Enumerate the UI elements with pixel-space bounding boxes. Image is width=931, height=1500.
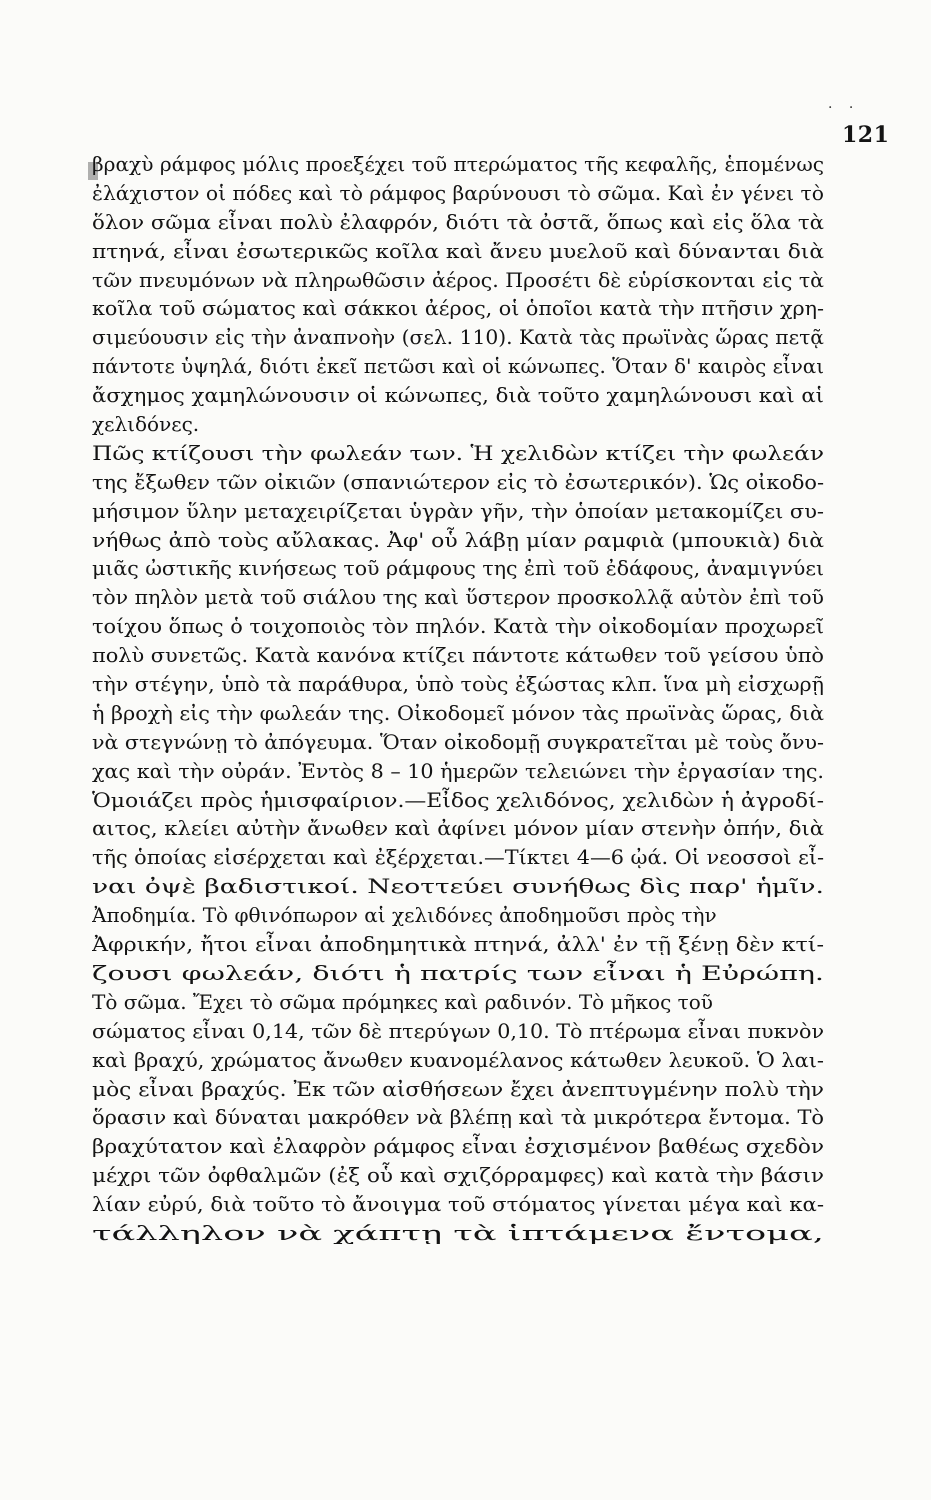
text-line-content: λίαν εὐρύ, διὰ τοῦτο τὸ ἄνοιγμα τοῦ στόματος γίνεται μέγα καὶ κα- [92, 1192, 824, 1217]
page-marks: · · [828, 100, 860, 116]
text-line [92, 1161, 824, 1190]
text-line [92, 266, 824, 295]
text-line-content: τῶν πνευμόνων νὰ πληρωθῶσιν ἀέρος. Προσέτι δὲ εὑρίσκονται εἰς τὰ [92, 267, 824, 292]
text-line-content: τῆς ὁποίας εἰσέρχεται καὶ ἐξέρχεται.—Τίκτει 4—6 ᾠά. Οἱ νεοσσοὶ εἶ- [92, 845, 824, 870]
text-line [92, 237, 824, 266]
text-line [92, 583, 824, 612]
text-line-content: τὴν στέγην, ὑπὸ τὰ παράθυρα, ὑπὸ τοὺς ἐξώστας κλπ. ἵνα μὴ εἰσχωρῇ [92, 672, 824, 697]
text-line-content: μήσιμον ὕλην μεταχειρίζεται ὑγρὰν γῆν, τὴν ὁποίαν μετακομίζει συ- [92, 498, 824, 523]
text-line [92, 814, 824, 843]
text-line-content: Ἀποδημία. Τὸ φθινόπωρον αἱ χελιδόνες ἀποδημοῦσι πρὸς τὴν [92, 903, 717, 928]
text-line [92, 1103, 824, 1132]
text-line [92, 410, 824, 439]
text-line-content: βραχύτατον καὶ ἐλαφρὸν ράμφος εἶναι ἐσχισμένον βαθέως σχεδὸν [92, 1134, 824, 1159]
text-line-content: Τὸ σῶμα. Ἔχει τὸ σῶμα πρόμηκες καὶ ραδινόν. Τὸ μῆκος τοῦ [92, 989, 713, 1014]
text-line-content: Ὁμοιάζει πρὸς ἡμισφαίριον.—Εἶδος χελιδόνος, χελιδὼν ἡ ἀγροδί- [92, 787, 824, 812]
text-line [92, 641, 824, 670]
text-line [92, 323, 824, 352]
text-line-content: ἡ βροχὴ εἰς τὴν φωλεάν της. Οἰκοδομεῖ μόνον τὰς πρωϊνὰς ὥρας, διὰ [92, 700, 824, 725]
text-line [92, 757, 824, 786]
text-line-content: ναι ὀψὲ βαδιστικοί. Νεοττεύει συνήθως δὶς παρ' ἡμῖν. [92, 874, 824, 899]
text-line-content: πτηνά, εἶναι ἐσωτερικῶς κοῖλα καὶ ἄνευ μυελοῦ καὶ δύνανται διὰ [92, 238, 824, 263]
text-line [92, 150, 824, 179]
text-line [92, 699, 824, 728]
text-line [92, 439, 824, 468]
text-line-content: μὸς εἶναι βραχύς. Ἐκ τῶν αἰσθήσεων ἔχει ἀνεπτυγμένην πολὺ τὴν [92, 1076, 824, 1101]
page-number: 121 [842, 122, 890, 148]
text-line [92, 872, 824, 901]
text-line [92, 612, 824, 641]
text-line-content: Ἀφρικήν, ἤτοι εἶναι ἀποδημητικὰ πτηνά, ἀλλ' ἐν τῇ ξένῃ δὲν κτί- [92, 932, 824, 957]
text-line-content: καὶ βραχύ, χρώματος ἄνωθεν κυανομέλανος κάτωθεν λευκοῦ. Ὁ λαι- [92, 1047, 824, 1072]
text-line-content: πολὺ συνετῶς. Κατὰ κανόνα κτίζει πάντοτε κάτωθεν τοῦ γείσου ὑπὸ [92, 643, 824, 668]
text-line [92, 352, 824, 381]
text-line [92, 930, 824, 959]
text-line [92, 670, 824, 699]
text-line [92, 843, 824, 872]
text-line-content: ζουσι φωλεάν, διότι ἡ πατρίς των εἶναι ἡ Εὐρώπη. [92, 960, 824, 985]
text-line-content: Πῶς κτίζουσι τὴν φωλεάν των. Ἡ χελιδὼν κτίζει τὴν φωλεάν [92, 440, 824, 465]
text-line-content: βραχὺ ράμφος μόλις προεξέχει τοῦ πτερώματος τῆς κεφαλῆς, ἑπομένως [92, 152, 824, 176]
text-line [92, 786, 824, 815]
text-line [92, 901, 824, 930]
text-line-content: ὅρασιν καὶ δύναται μακρόθεν νὰ βλέπῃ καὶ τὰ μικρότερα ἔντομα. Τὸ [92, 1105, 824, 1130]
text-line-content: της ἔξωθεν τῶν οἰκιῶν (σπανιώτερον εἰς τὸ ἐσωτερικόν). Ὡς οἰκοδο- [92, 469, 824, 494]
text-line-content: τοίχου ὅπως ὁ τοιχοποιὸς τὸν πηλόν. Κατὰ τὴν οἰκοδομίαν προχωρεῖ [92, 614, 824, 639]
text-line-content: κοῖλα τοῦ σώματος καὶ σάκκοι ἀέρος, οἱ ὁποῖοι κατὰ τὴν πτῆσιν χρη- [92, 296, 824, 321]
text-line [92, 1075, 824, 1104]
text-line [92, 728, 824, 757]
text-line [92, 497, 824, 526]
text-line-content: πάντοτε ὑψηλά, διότι ἐκεῖ πετῶσι καὶ οἱ κώνωπες. Ὅταν δ' καιρὸς εἶναι [92, 354, 824, 379]
text-line [92, 526, 824, 555]
body-text [92, 150, 824, 1248]
text-line [92, 179, 824, 208]
text-line [92, 1017, 824, 1046]
text-line [92, 554, 824, 583]
text-line [92, 1190, 824, 1219]
text-line-content: ὅλον σῶμα εἶναι πολὺ ἐλαφρόν, διότι τὰ ὀστᾶ, ὅπως καὶ εἰς ὅλα τὰ [92, 209, 824, 234]
text-line-content: μιᾶς ὠστικῆς κινήσεως τοῦ ράμφους της ἐπὶ τοῦ ἐδάφους, ἀναμιγνύει [92, 556, 824, 581]
text-line [92, 988, 824, 1017]
text-line-content: σώματος εἶναι 0,14, τῶν δὲ πτερύγων 0,10. Τὸ πτέρωμα εἶναι πυκνὸν [92, 1018, 824, 1043]
text-line [92, 468, 824, 497]
text-line-content: ἄσχημος χαμηλώνουσιν οἱ κώνωπες, διὰ τοῦτο χαμηλώνουσι καὶ αἱ [92, 383, 824, 408]
text-line-content: μέχρι τῶν ὀφθαλμῶν (ἐξ οὗ καὶ σχιζόρραμφες) καὶ κατὰ τὴν βάσιν [92, 1163, 824, 1188]
text-line-content: χας καὶ τὴν οὐράν. Ἐντὸς 8 – 10 ἡμερῶν τελειώνει τὴν ἐργασίαν της. [92, 758, 824, 783]
text-line-content: χελιδόνες. [92, 412, 200, 437]
text-line [92, 959, 824, 988]
text-line [92, 208, 824, 237]
text-line [92, 381, 824, 410]
text-line [92, 1219, 824, 1248]
text-line-content: νήθως ἀπὸ τοὺς αὔλακας. Ἀφ' οὗ λάβῃ μίαν ραμφιὰ (μπουκιὰ) διὰ [92, 527, 824, 552]
text-line-content: τάλληλον νὰ χάπτῃ τὰ ἱπτάμενα ἔντομα, [92, 1220, 824, 1245]
text-line-content: αιτος, κλείει αὐτὴν ἄνωθεν καὶ ἀφίνει μόνον μίαν στενὴν ὀπήν, διὰ [92, 816, 824, 841]
text-line-content: σιμεύουσιν εἰς τὴν ἀναπνοὴν (σελ. 110). Κατὰ τὰς πρωϊνὰς ὥρας πετᾷ [92, 325, 824, 350]
text-line [92, 1132, 824, 1161]
text-line-content: νὰ στεγνώνῃ τὸ ἀπόγευμα. Ὅταν οἰκοδομῇ συγκρατεῖται μὲ τοὺς ὄνυ- [92, 729, 824, 754]
text-line-content: ἐλάχιστον οἱ πόδες καὶ τὸ ράμφος βαρύνουσι τὸ σῶμα. Καὶ ἐν γένει τὸ [92, 180, 824, 205]
text-line [92, 1046, 824, 1075]
text-line-content: τὸν πηλὸν μετὰ τοῦ σιάλου της καὶ ὕστερον προσκολλᾷ αὐτὸν ἐπὶ τοῦ [92, 585, 824, 610]
text-line [92, 294, 824, 323]
